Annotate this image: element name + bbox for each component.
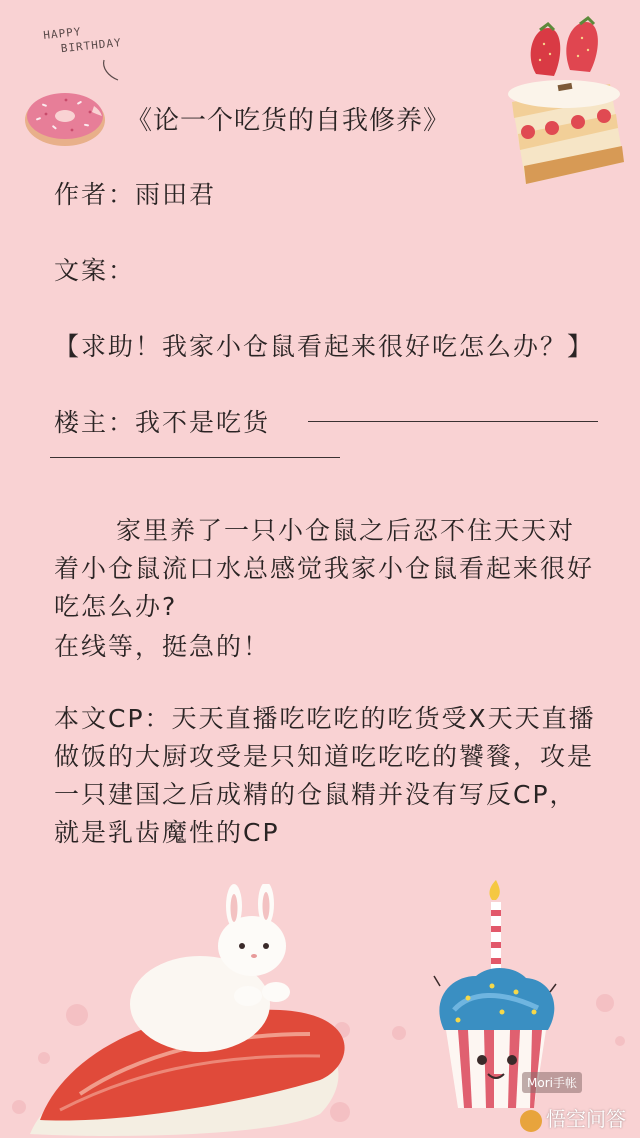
divider-line	[308, 421, 598, 422]
story-paragraph: 家里养了一只小仓鼠之后忍不住天天对着小仓鼠流口水总感觉我家小仓鼠看起来很好吃怎么办?	[54, 516, 595, 621]
cp-description: 本文CP：天天直播吃吃吃的吃货受X天天直播做饭的大厨攻受是只知道吃吃吃的饕餮，攻是一只建国之后成精的仓鼠精并没有写反CP，就是乳齿魔性的CP	[54, 704, 596, 847]
louzhu-line: 楼主：我不是吃货	[54, 408, 271, 437]
help-line: 【求助！我家小仓鼠看起来很好吃怎么办？】	[54, 332, 595, 361]
author-line: 作者：雨田君	[54, 180, 217, 209]
strawberry-cake-icon	[500, 14, 630, 194]
watermark: 悟空问答	[520, 1103, 626, 1132]
bg-dot	[392, 1026, 406, 1040]
bg-dot	[615, 1036, 625, 1046]
divider-line	[50, 457, 340, 458]
story-paragraph-2: 在线等，挺急的！	[54, 632, 271, 661]
bg-dot	[596, 994, 614, 1012]
happy-birthday-text: HAPPY BIRTHDAY	[42, 25, 123, 56]
happy-birthday-swirl-icon	[100, 58, 124, 84]
wukong-logo-icon	[520, 1110, 542, 1132]
bunny-on-sushi-icon	[20, 884, 360, 1138]
mori-tag: Mori手帐	[522, 1072, 582, 1093]
wenan-label: 文案：	[54, 256, 136, 285]
donut-icon	[22, 86, 108, 148]
page-title: 《论一个吃货的自我修养》	[126, 106, 451, 136]
